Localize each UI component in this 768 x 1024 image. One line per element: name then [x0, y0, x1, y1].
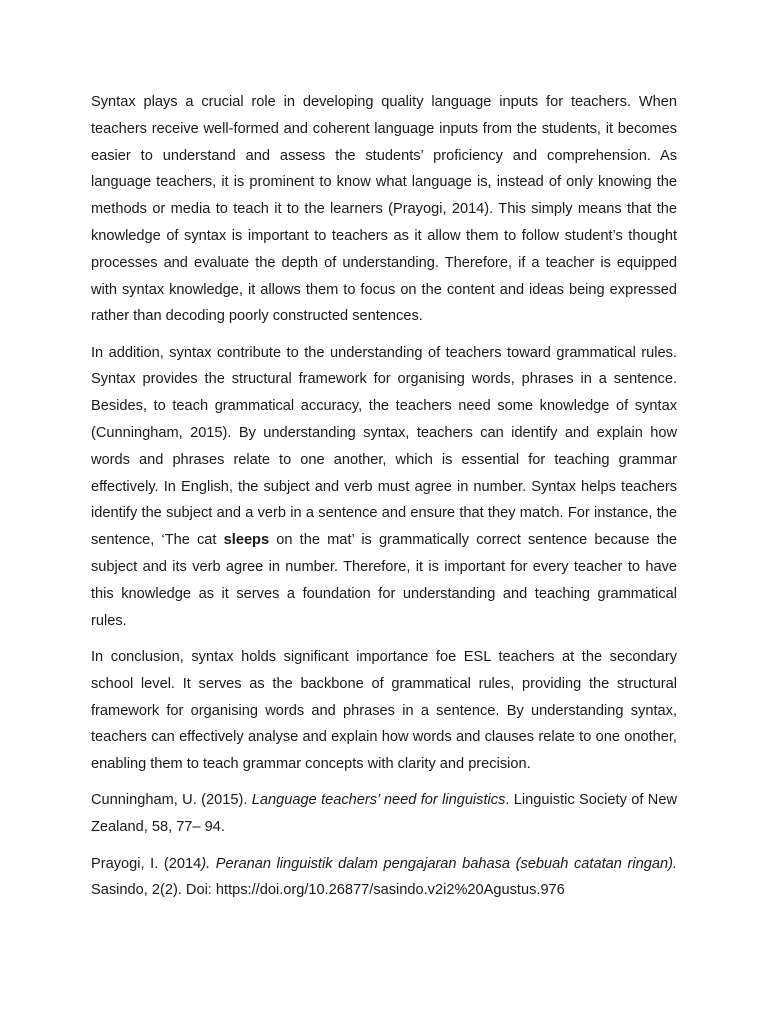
paragraph-text-after-emphasis: on the mat’ is grammatically correct sentence because the subject and its verb agree in number. Therefore, it is important for every teacher to have this knowledge as it serves a foundation for understanding and teaching grammatical rules.: [91, 532, 677, 629]
reference-title: ). Peranan linguistik dalam pengajaran bahasa (sebuah catatan ringan).: [201, 855, 677, 872]
reference-title: Language teachers’ need for linguistics: [251, 792, 506, 809]
reference-prayogi: [91, 851, 677, 905]
reference-source: Sasindo, 2(2). Doi: https://doi.org/10.26877/sasindo.v2i2%20Agustus.976: [91, 882, 565, 899]
emphasized-word: sleeps: [223, 532, 270, 549]
reference-author: Cunningham, U. (2015).: [91, 792, 252, 809]
document-page: [91, 89, 677, 904]
reference-author: Prayogi, I. (2014: [91, 855, 202, 872]
paragraph-grammatical-rules: [91, 340, 677, 635]
paragraph-syntax-role: Syntax plays a crucial role in developing quality language inputs for teachers. When teachers receive well-formed and coherent language inputs from the students, it becomes easier to understand and assess the students’ proficiency and comprehension. As language teachers, it is prominent to know what language is, instead of only knowing the methods or media to teach it to the learners (Prayogi, 2014). This simply means that the knowledge of syntax is important to teachers as it allow them to follow student’s thought processes and evaluate the depth of understanding. Therefore, if a teacher is equipped with syntax knowledge, it allows them to focus on the content and ideas being expressed rather than decoding poorly constructed sentences.: [91, 94, 677, 325]
reference-cunningham: [91, 787, 677, 841]
paragraph-conclusion: In conclusion, syntax holds significant importance foe ESL teachers at the secondary school level. It serves as the backbone of grammatical rules, providing the structural framework for organising words and phrases in a sentence. By understanding syntax, teachers can effectively analyse and explain how words and clauses relate to one onother, enabling them to teach grammar concepts with clarity and precision.: [91, 648, 677, 773]
paragraph-text-before-emphasis: In addition, syntax contribute to the understanding of teachers toward grammatical rules. Syntax provides the structural framework for organising words, phrases in a sentence. Besides, to teach grammatical accuracy, the teachers need some knowledge of syntax (Cunningham, 2015). By understanding syntax, teachers can identify and explain how words and phrases relate to one another, which is essential for teaching grammar effectively. In English, the subject and verb must agree in number. Syntax helps teachers identify the subject and a verb in a sentence and ensure that they match. For instance, the sentence, ‘The cat: [91, 344, 677, 549]
reference-source: . Linguistic Society of New Zealand, 58, 77– 94.: [91, 792, 677, 836]
